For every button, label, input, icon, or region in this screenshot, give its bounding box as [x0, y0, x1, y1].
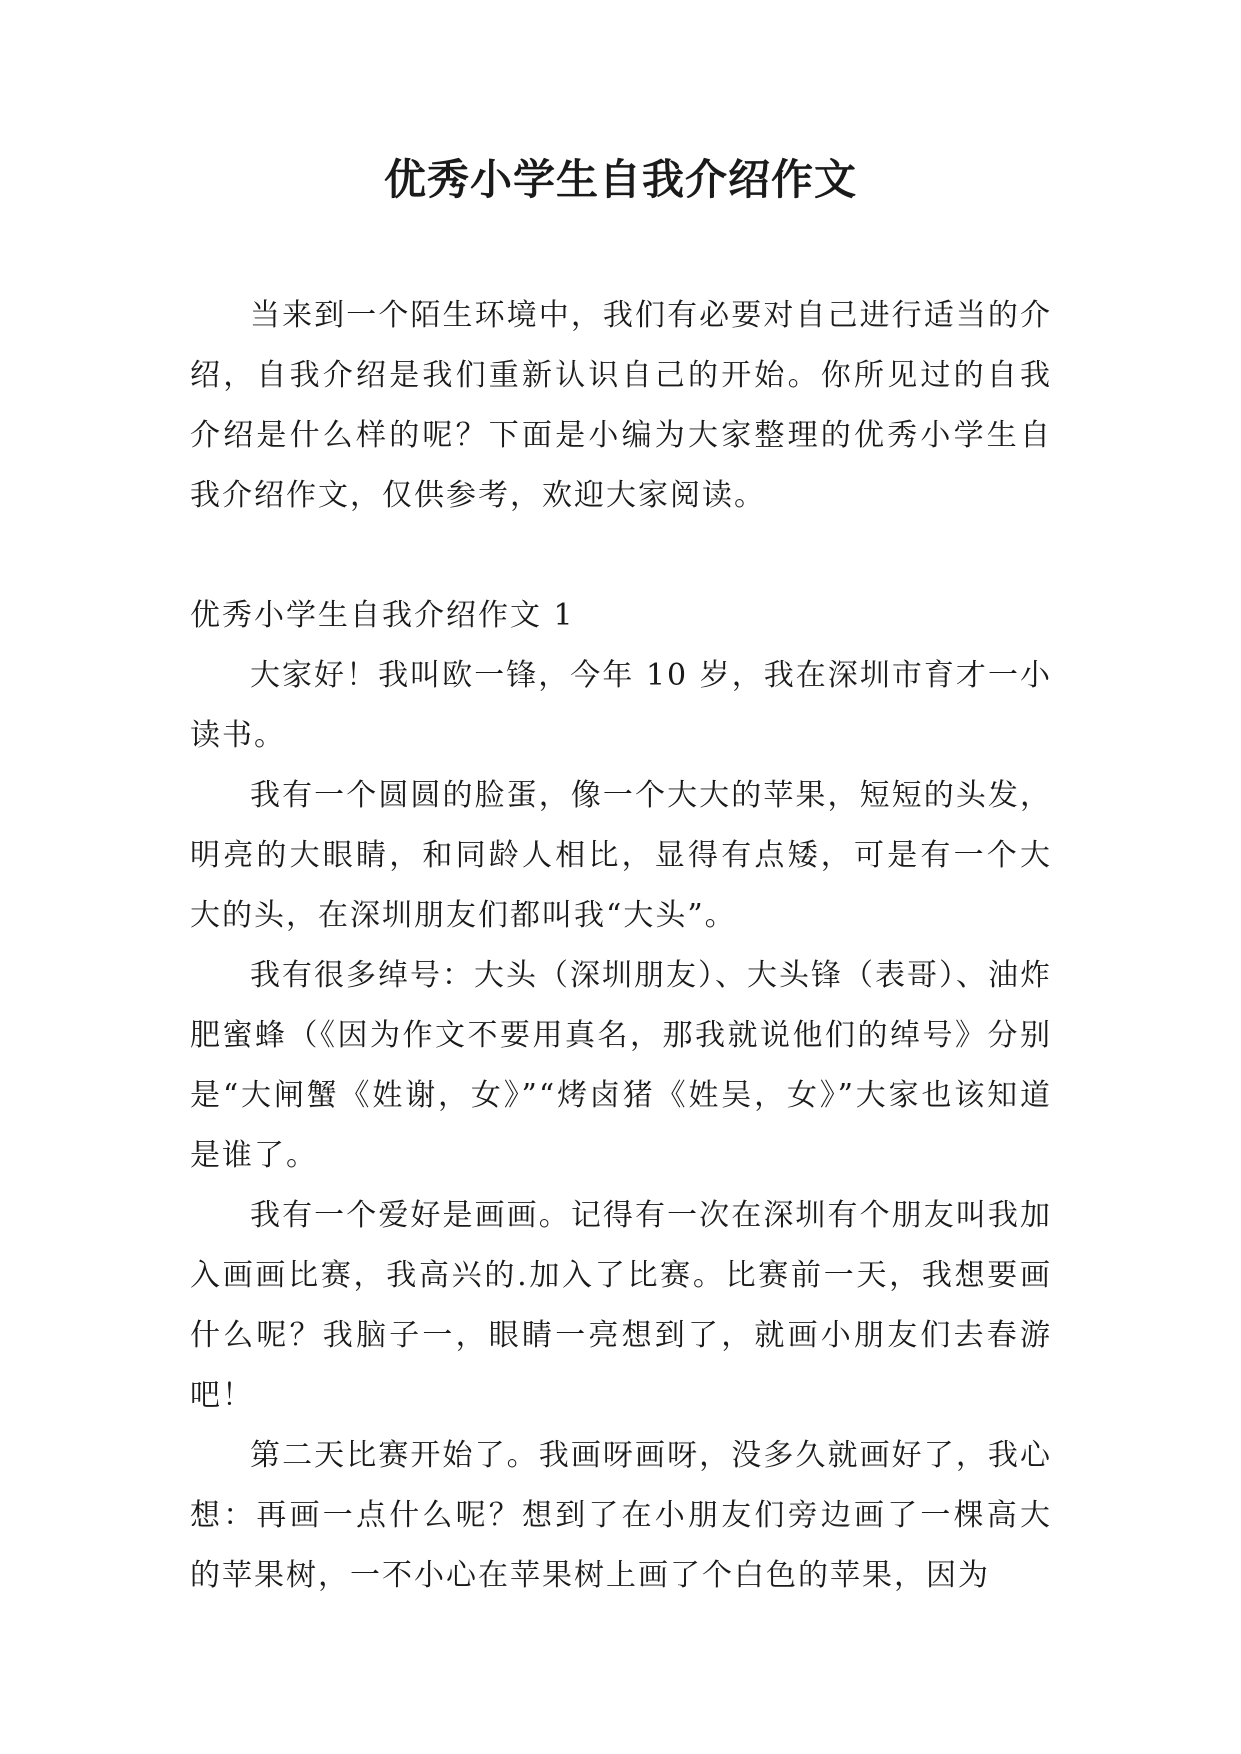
body-paragraph-1: 大家好！我叫欧一锋，今年 10 岁，我在深圳市育才一小读书。: [190, 658, 1052, 753]
document-body: [190, 286, 1052, 1606]
page-title: 优秀小学生自我介绍作文: [383, 155, 857, 204]
body-paragraph-3: 我有很多绰号：大头（深圳朋友）、大头锋（表哥）、油炸肥蜜蜂（《因为作文不要用真名，那我就说他们的绰号》分别是“大闸蟹《姓谢，女》”“烤卤猪《姓吴，女》”大家也该知道是谁了。: [190, 958, 1052, 1173]
section-heading: 优秀小学生自我介绍作文 1: [190, 598, 575, 633]
body-paragraph-4: 我有一个爱好是画画。记得有一次在深圳有个朋友叫我加入画画比赛，我高兴的.加入了比赛。比赛前一天，我想要画什么呢？我脑子一，眼睛一亮想到了，就画小朋友们去春游吧！: [190, 1198, 1052, 1413]
body-paragraph-2: 我有一个圆圆的脸蛋，像一个大大的苹果，短短的头发，明亮的大眼睛，和同龄人相比，显得有点矮，可是有一个大大的头，在深圳朋友们都叫我“大头”。: [190, 778, 1052, 933]
body-paragraph-5: 第二天比赛开始了。我画呀画呀，没多久就画好了，我心想：再画一点什么呢？想到了在小朋友们旁边画了一棵高大的苹果树，一不小心在苹果树上画了个白色的苹果，因为: [190, 1438, 1052, 1593]
intro-paragraph: 当来到一个陌生环境中，我们有必要对自己进行适当的介绍，自我介绍是我们重新认识自己的开始。你所见过的自我介绍是什么样的呢？下面是小编为大家整理的优秀小学生自我介绍作文，仅供参考，欢迎大家阅读。: [190, 298, 1052, 513]
